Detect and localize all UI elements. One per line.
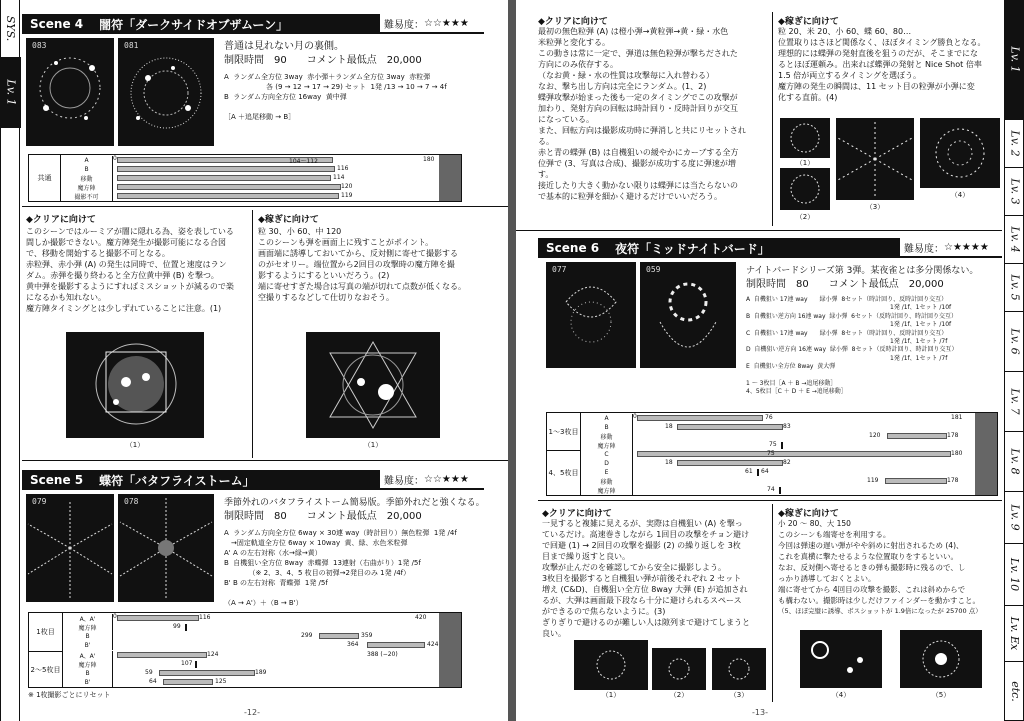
column-divider [772,12,773,226]
bar-value: 116 [199,614,211,621]
bar-value: 189 [255,669,267,676]
scene6-screenshot-1: 077 [546,262,636,368]
table-group-label: 1～3枚目 [547,413,581,450]
scene4-number: Scene 4 [30,17,84,31]
scene6-example-5 [900,630,982,688]
scene5-screenshot-1: 079 [26,494,114,602]
tab-lv4[interactable]: Lv. 4 [1005,216,1024,264]
table-end-block [439,613,461,687]
row-label: B [63,632,113,641]
bar-value: 64 [761,468,769,475]
bullet-pattern-image [800,630,882,688]
scene4-timing-table [28,154,462,202]
caption: （2） [795,213,815,221]
page-number-right: -13- [752,708,768,717]
caption: （2） [669,691,689,699]
scene6-example-1 [574,640,648,690]
bar-value: 104～112 [289,158,318,165]
scene5-number: Scene 5 [30,473,84,487]
bar-value: 299 [301,632,313,639]
row-label: 魔方陣 [63,623,113,632]
caption-2: （1） [363,441,383,449]
scene4-screenshot-2: 081 [118,38,214,146]
scene4-example-1 [66,332,204,438]
row-label: 移動 [581,477,633,486]
row-label: 移動 [61,174,113,183]
row-label: 魔方陣 [581,441,633,450]
bar-value: 75 [769,441,777,448]
scene4-right-example-2 [780,168,830,210]
timing-bar [117,175,331,181]
timing-mark [781,442,783,449]
bar-value: 364 [347,641,359,648]
caption: （4） [831,691,851,699]
scene4-right-example-1 [780,118,830,158]
scene6-card-name: 夜符「ミッドナイトバード」 [615,241,770,256]
scene6-timing-table [546,412,998,496]
bullet-pattern-image [118,494,214,602]
scene4-clear-text: このシーンではルーミアが闇に隠れる為、姿を表している 間しか撮影できない。魔方陣発生が撮影可能になる合図 で、移動を開始すると撮影不可となる。 赤粒弾、赤小弾 (A) の発生は同時で、位置と速度はラン ダム。赤弾を撮り終わると全方位黄中弾 (B) を撃つ。 黄中弾を撮影するようにすればミスショットが減るので楽 になるかも知れない。 魔方陣タイミングとは少しずれていることに注意。(1) [26,227,234,313]
timing-bar [117,166,335,172]
bar-value: 125 [215,678,227,685]
bar-value: 116 [337,165,349,172]
bullet-pattern-image [546,262,636,368]
scene4-difficulty: 難易度： ☆☆★★★ [380,14,484,34]
page-number-left: -12- [244,708,260,717]
row-label: C [581,450,633,459]
row-label: E [581,468,633,477]
timing-bar [677,460,783,466]
bar-value: 424 [427,641,439,648]
scene5-note: ※ 1枚撮影ごとにリセット [28,691,111,699]
bar-value: 18 [665,423,673,430]
bar-value: 83 [783,423,791,430]
scene4-limit: 制限時間 90 コメント最低点 20,000 [224,55,422,66]
axis-zero: 0 [113,155,117,162]
scene6-number: Scene 6 [546,241,600,255]
bar-value: 99 [173,623,181,630]
scene5-pattern: A ランダム方向全方位 6way × 30連 way（時計回り）無色粒弾 1発 /4f →固定軌道全方位 6way × 10way 黄、緑、水色米粒弾 A' A の左右対称（水→緑→黄） B 自機狙い全方位 8way 赤蝶弾 13連射（右曲がり）1発 /5f （※ 2、3、4、5 枚目の初弾→2発目のみ 1発 /4f） B' B の左右対称 青蝶弾 1発 /5f （A → A'）＋（B → B'） [224,529,457,607]
right-page [516,0,1024,721]
caption: （1） [601,691,621,699]
timing-bar [367,642,425,648]
axis-zero: 0 [113,613,117,620]
bar-value: 82 [783,459,791,466]
tab-lv2[interactable]: Lv. 2 [1005,120,1024,168]
caption-1: （1） [125,441,145,449]
table-end-block [439,155,461,201]
timing-bar [677,424,783,430]
bar-value: 388 (−20) [367,651,398,658]
tab-etc[interactable]: etc. [1005,662,1024,721]
caption: （1） [795,159,815,167]
row-label: 魔方陣 [63,660,113,669]
bar-value: 359 [361,632,373,639]
bar-value: 120 [341,183,353,190]
section-rule [22,206,508,207]
column-divider [772,504,773,702]
row-label: 撮影不可 [61,192,113,201]
tab-lv1[interactable]: Lv. 1 [1005,0,1024,120]
bullet-pattern-image [712,648,766,690]
tab-lv7[interactable]: Lv. 7 [1005,372,1024,432]
scene5-card-name: 蝶符「バタフライストーム」 [99,473,255,488]
scene6-clear-heading: ◆クリアに向けて [542,509,612,519]
row-label: A [581,414,633,423]
row-label: A [61,156,113,165]
section-rule [538,500,1002,501]
scene6-limit: 制限時間 80 コメント最低点 20,000 [746,279,944,290]
bullet-pattern-image [26,38,114,146]
bar-value: 59 [145,669,153,676]
scene4-right-clear-heading: ◆クリアに向けて [538,17,608,27]
scene5-description: 季節外れのバタフライストーム簡易版。季節外れだと強くなる。 [224,498,485,508]
table-group-label: 1枚目 [29,613,63,651]
bar-value: 119 [341,192,353,199]
axis-max: 180 [423,156,435,163]
row-label: 魔方陣 [581,486,633,495]
table-end-block [975,413,997,495]
timing-bar [159,670,255,676]
axis-zero: 0 [633,413,637,420]
scene4-right-example-3 [836,118,914,200]
timing-mark [757,469,759,476]
row-label: 移動 [581,432,633,441]
bullet-pattern-image [920,118,1000,188]
scene6-example-4 [800,630,882,688]
tab-lv1[interactable]: Lv. 1 [1,58,21,128]
timing-bar [885,478,947,484]
scene4-card-name: 闇符「ダークサイドオブザムーン」 [99,17,289,32]
column-divider [252,210,253,458]
timing-bar [319,633,359,639]
scene6-screenshot-2: 059 [640,262,736,368]
table-group-label: 共通 [29,155,61,201]
page-gutter [508,0,516,721]
timing-mark [779,487,781,494]
timing-bar [887,433,947,439]
caption: （4） [950,191,970,199]
axis-max: 420 [415,614,427,621]
timing-mark [195,661,197,668]
scene5-timing-table [28,612,462,688]
bullet-pattern-image [780,168,830,210]
timing-mark [185,624,187,631]
scene4-clear-heading: ◆クリアに向けて [26,215,96,225]
scene4-example-2 [306,332,440,438]
row-label: A、A' [63,614,113,623]
scene6-clear-text: 一見すると複雑に見えるが、実際は自機狙い (A) を撃っ ているだけ。高速巻きしながら 1回目の攻撃をチョン避け で回避 (1) → 2回目の攻撃を撮影 (2) の繰り返しを 3枚 目まで繰り返すと良い。 攻撃が止んだのを確認してから安全に撮影しよう。 3枚目を撮影すると自機狙い弾が前後それぞれ 2 セット 増え (C&D)、自機狙い全方位 8way 大弾 (E) が追加され るが、大弾は画面最下段なら十分に避けられるスペース ができるので焦らないように。(3) ぎりぎりで避けるのが難しい人は隙列まで避けてしまうと 良い。 [542,519,750,638]
tab-lv10[interactable]: Lv. 10 [1005,544,1024,606]
timing-bar [637,451,951,457]
scene5-limit: 制限時間 80 コメント最低点 20,000 [224,511,422,522]
scene4-earn-heading: ◆稼ぎに向けて [258,215,319,225]
bar-value: 178 [947,432,959,439]
bullet-pattern-image [118,38,214,146]
row-label: B [61,165,113,174]
scene4-earn-text: 粒 30、小 60、中 120 このシーンも弾を画面上に残すことがポイント。 画面端に誘導しておいてから、反対側に寄せて撮影する のがセオリー。端位置から2回目の攻撃時の魔方陣を撮 影するようにするといいだろう。(2) 端に寄せすぎた場合は写真の端が切れて点数が低くなる。 空撮りするなどして仕切りなおそう。 [258,227,466,302]
scene5-difficulty: 難易度： ☆☆★★★ [380,470,484,490]
scene6-example-3 [712,648,766,690]
table-group-label: 4、5枚目 [547,450,581,495]
bullet-pattern-image [780,118,830,158]
row-label: D [581,459,633,468]
scene4-pattern: A ランダム全方位 3way 赤小弾＋ランダム全方位 3way 赤粒弾 各 (9 → 12 → 17 → 29) セット 1発 /13 → 10 → 7 → 4f B ランダム方向全方位 16way 黄中弾 ［A ＋追尾移動 → B］ [224,73,447,121]
bar-value: 180 [951,450,963,457]
tab-lv8[interactable]: Lv. 8 [1005,432,1024,492]
tab-lv3[interactable]: Lv. 3 [1005,168,1024,216]
caption: （3） [865,203,885,211]
scene5-screenshot-2: 078 [118,494,214,602]
scene6-earn-text: 小 20 ～ 80、大 150 このシーンも端寄せを利用する。 今回は弾速の遅い弾がやや斜めに射出されるため (4)、 これを真横に撃たせるような位置取りをするといい。 なお、反対側へ寄せるときの弾も撮影時に残るので、し っかり誘導しておくとよい。 端に寄せてから 4回目の攻撃を撮影、これは斜めからで も構わない。撮影時は少しだけファインダーを動かすこと。 （5、ほぼ完璧に誘導、ボスショットが 1.9倍になったが 25700 点） [778,519,982,615]
scene4-title-bar [22,14,414,34]
bullet-pattern-image [26,494,114,602]
timing-bar [117,652,207,658]
scene4-right-earn-heading: ◆稼ぎに向けて [778,17,839,27]
scene6-description: ナイトバードシリーズ第 3弾。某夜雀とは多分関係ない。 [746,266,979,276]
bullet-pattern-image [900,630,982,688]
bullet-pattern-image [306,332,440,438]
scene4-stars: ☆☆★★★ [424,17,469,29]
scene4-description: 普通は見れない月の裏側。 [224,41,344,52]
caption: （5） [931,691,951,699]
tab-lv5[interactable]: Lv. 5 [1005,264,1024,312]
table-group-label: 2～5枚目 [29,651,63,687]
scene4-right-example-4 [920,118,1000,188]
scene6-title-bar [538,238,930,258]
right-tab-column [1004,0,1024,721]
section-rule [22,460,508,461]
row-label: A、A' [63,651,113,660]
timing-bar [117,184,341,190]
bar-value: 124 [207,651,219,658]
section-rule [516,230,1002,231]
bar-value: 61 [745,468,753,475]
left-tab-column [0,0,20,721]
scene6-earn-heading: ◆稼ぎに向けて [778,509,839,519]
bar-value: 76 [765,414,773,421]
bar-value: 75 [767,450,775,457]
scene6-example-2 [652,648,706,690]
bar-value: 18 [665,459,673,466]
scene4-right-earn-text: 粒 20、米 20、小 60、蝶 60、80… 位置取りはさほど関係なく、ほぼタイミング勝負となる。 理想的には蝶弾の発射直後を狙うのだが、そこまでにな るとほぼ運頼み。出来れば蝶弾の発射と Nice Shot 倍率 1.5 倍が両立するタイミングを選ぼう。 魔方陣の発生の瞬間は、11 セット目の粒弾が小弾に変 化する直前。(4) [778,27,986,102]
bar-value: 120 [869,432,881,439]
row-label: B [63,669,113,678]
bar-value: 119 [867,477,879,484]
scene6-difficulty: 難易度： ☆★★★★ [900,238,1002,258]
scene5-title-bar [22,470,414,490]
bullet-pattern-image [574,640,648,690]
tab-lvex[interactable]: Lv. Ex [1005,606,1024,662]
timing-bar [163,679,213,685]
timing-bar [117,193,339,199]
row-label: B' [63,641,113,650]
row-label: B' [63,678,113,687]
scene5-stars: ☆☆★★★ [424,473,469,485]
bullet-pattern-image [652,648,706,690]
row-label: 魔方陣 [61,183,113,192]
tab-lv9[interactable]: Lv. 9 [1005,492,1024,544]
bullet-pattern-image [836,118,914,200]
row-label: B [581,423,633,432]
bar-value: 64 [149,678,157,685]
bar-value: 114 [333,174,345,181]
left-page [0,0,508,721]
bar-value: 181 [951,414,963,421]
scene4-screenshot-1: 083 [26,38,114,146]
tab-lv6[interactable]: Lv. 6 [1005,312,1024,372]
bullet-pattern-image [640,262,736,368]
bar-value: 178 [947,477,959,484]
scene4-right-clear-text: 最初の無色粒弾 (A) は橙小弾→黄粒弾→黄・緑・水色 米粒弾と変化する。 この動きは常に一定で、弾道は無色粒弾が撃ちだされた 方向にのみ依存する。 （なお黄・緑・水の性質は攻撃毎に入れ替わる） なお、撃ち出し方向は完全にランダム。(1、2) 蝶弾攻撃が始まった後も一定のタイミングでこの攻撃が 加わり、発射方向の回転は時計回り・反時計回りが交互 になっている。 また、回転方向は撮影成功時に弾消しと共にリセットされ る。 赤と青の蝶弾 (B) は自機狙いの緩やかにカーブする全方 位弾で (3、写真は合成)、撮影が成功する度に弾速が増 す。 接近したり大きく動かない限りは蝶弾には当たらないの で基本的に粒弾を細かく避けるだけでいいだろう。 [538,27,746,201]
bar-value: 107 [181,660,193,667]
bar-value: 74 [767,486,775,493]
caption: （3） [729,691,749,699]
scene6-pattern: A 自機狙い 17連 way 緑小弾 8セット（時計回り、反時計回り交互） 1発 /1f、1セット /10f B 自機狙い逆方向 16連 way 緑小弾 6セット（反時計回り、時計回り交互） 1発 /1f、1セット /10f C 自機狙い 17連 way 緑小弾 8セット（時計回り、反時計回り交互） 1発 /1f、1セット /7f D 自機狙い逆方向 16連 way 緑小弾 8セット（反時計回り、時計回り交互） 1発 /1f、1セット /7f E 自機狙い全方位 8way 黄大弾 1 ～ 3枚目［A ＋ B →追尾移動］ 4、5枚目［C ＋ D ＋ E →追尾移動］ [746,296,958,396]
timing-bar [117,615,199,621]
scene6-stars: ☆★★★★ [944,241,989,253]
bullet-pattern-image [66,332,204,438]
timing-bar [637,415,763,421]
tab-sys[interactable]: SYS. [1,0,21,58]
